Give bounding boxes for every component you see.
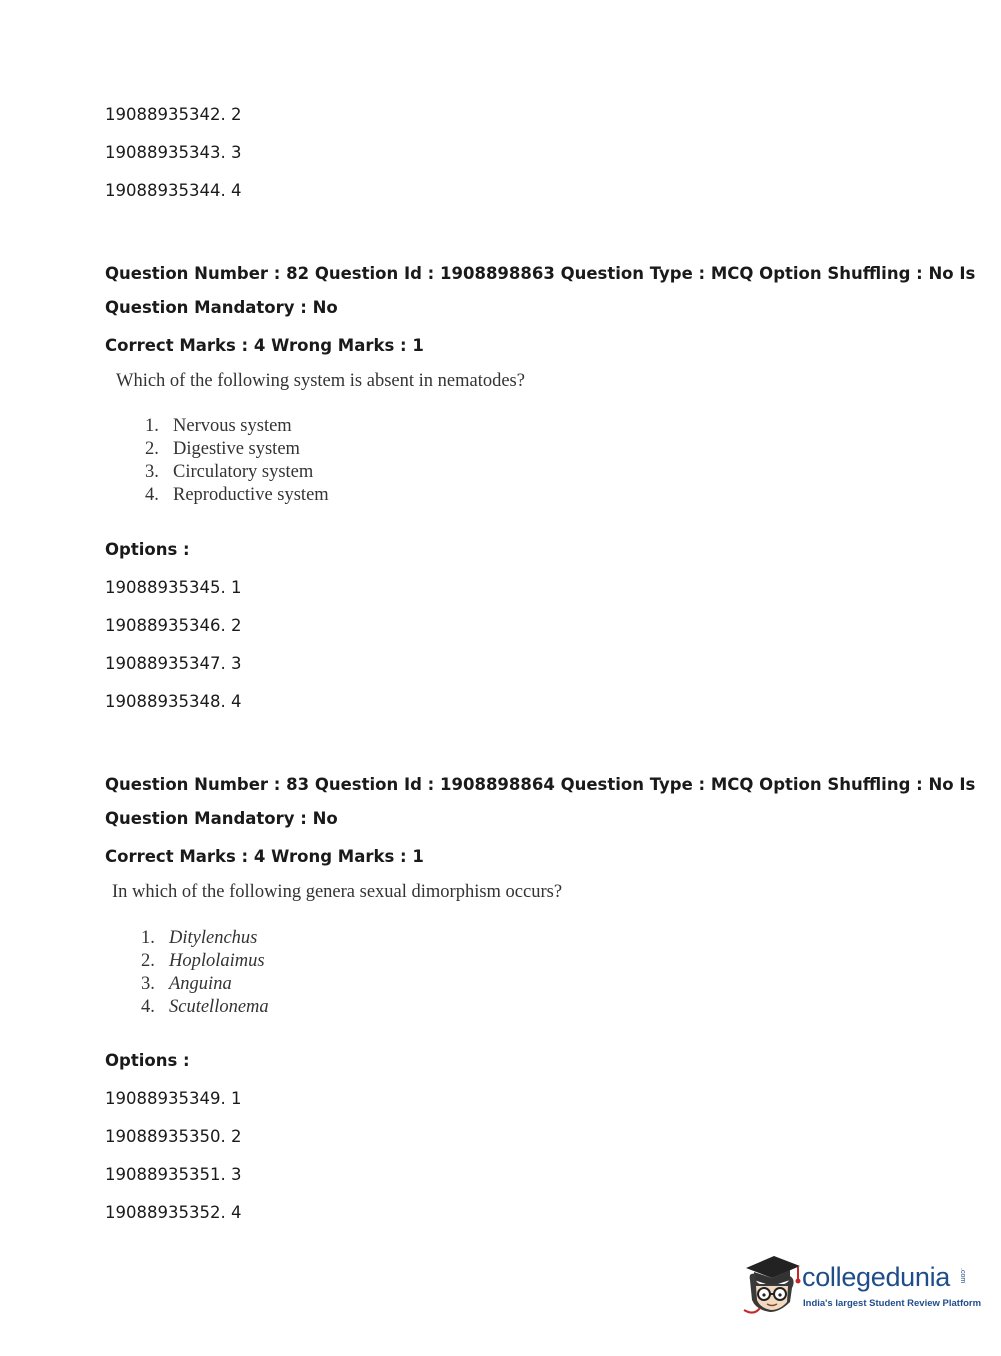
logo-tagline: India's largest Student Review Platform [803, 1298, 982, 1309]
choice-number: 2. [141, 951, 155, 971]
choice-number: 1. [145, 416, 159, 436]
logo-wordmark: collegedunia [802, 1262, 951, 1292]
choice-text: Scutellonema [169, 997, 269, 1017]
question-text: Which of the following system is absent in nematodes? [116, 371, 525, 391]
choice-number: 3. [141, 974, 155, 994]
choice-text: Anguina [169, 974, 232, 994]
choice-number: 1. [141, 928, 155, 948]
option-item: 19088935350. 2 [105, 1127, 242, 1146]
choice-item [145, 415, 329, 438]
question-header: Question Number : 83 Question Id : 1908898864 Question Type : MCQ Option Shuffling : No Is [105, 775, 976, 794]
question-text: In which of the following genera sexual dimorphism occurs? [112, 882, 563, 902]
option-item: 19088935342. 2 [105, 105, 242, 124]
question-choices [141, 927, 269, 1019]
option-item: 19088935344. 4 [105, 181, 242, 200]
choice-item [145, 438, 329, 461]
option-item: 19088935345. 1 [105, 578, 242, 597]
choice-text: Hoplolaimus [169, 951, 265, 971]
choice-text: Circulatory system [173, 462, 314, 482]
options-label: Options : [105, 1051, 190, 1070]
collegedunia-logo [740, 1250, 982, 1320]
choice-number: 3. [145, 462, 159, 482]
choice-item [145, 484, 329, 507]
choice-text: Ditylenchus [169, 928, 258, 948]
question-marks: Correct Marks : 4 Wrong Marks : 1 [105, 336, 424, 355]
choice-number: 4. [145, 485, 159, 505]
choice-number: 4. [141, 997, 155, 1017]
logo-suffix: .com [959, 1268, 966, 1284]
choice-item [141, 950, 269, 973]
question-mandatory: Question Mandatory : No [105, 298, 338, 317]
choice-number: 2. [145, 439, 159, 459]
choice-text: Nervous system [173, 416, 292, 436]
option-item: 19088935349. 1 [105, 1089, 242, 1108]
option-item: 19088935343. 3 [105, 143, 242, 162]
option-item: 19088935346. 2 [105, 616, 242, 635]
option-item: 19088935351. 3 [105, 1165, 242, 1184]
question-marks: Correct Marks : 4 Wrong Marks : 1 [105, 847, 424, 866]
question-choices [145, 415, 329, 507]
option-item: 19088935347. 3 [105, 654, 242, 673]
question-header: Question Number : 82 Question Id : 1908898863 Question Type : MCQ Option Shuffling : No Is [105, 264, 976, 283]
choice-item [145, 461, 329, 484]
choice-item [141, 996, 269, 1019]
choice-text: Reproductive system [173, 485, 329, 505]
option-item: 19088935348. 4 [105, 692, 242, 711]
choice-text: Digestive system [173, 439, 300, 459]
choice-item [141, 927, 269, 950]
mascot-graduation-cap-icon [740, 1250, 802, 1320]
options-label: Options : [105, 540, 190, 559]
question-mandatory: Question Mandatory : No [105, 809, 338, 828]
option-item: 19088935352. 4 [105, 1203, 242, 1222]
choice-item [141, 973, 269, 996]
